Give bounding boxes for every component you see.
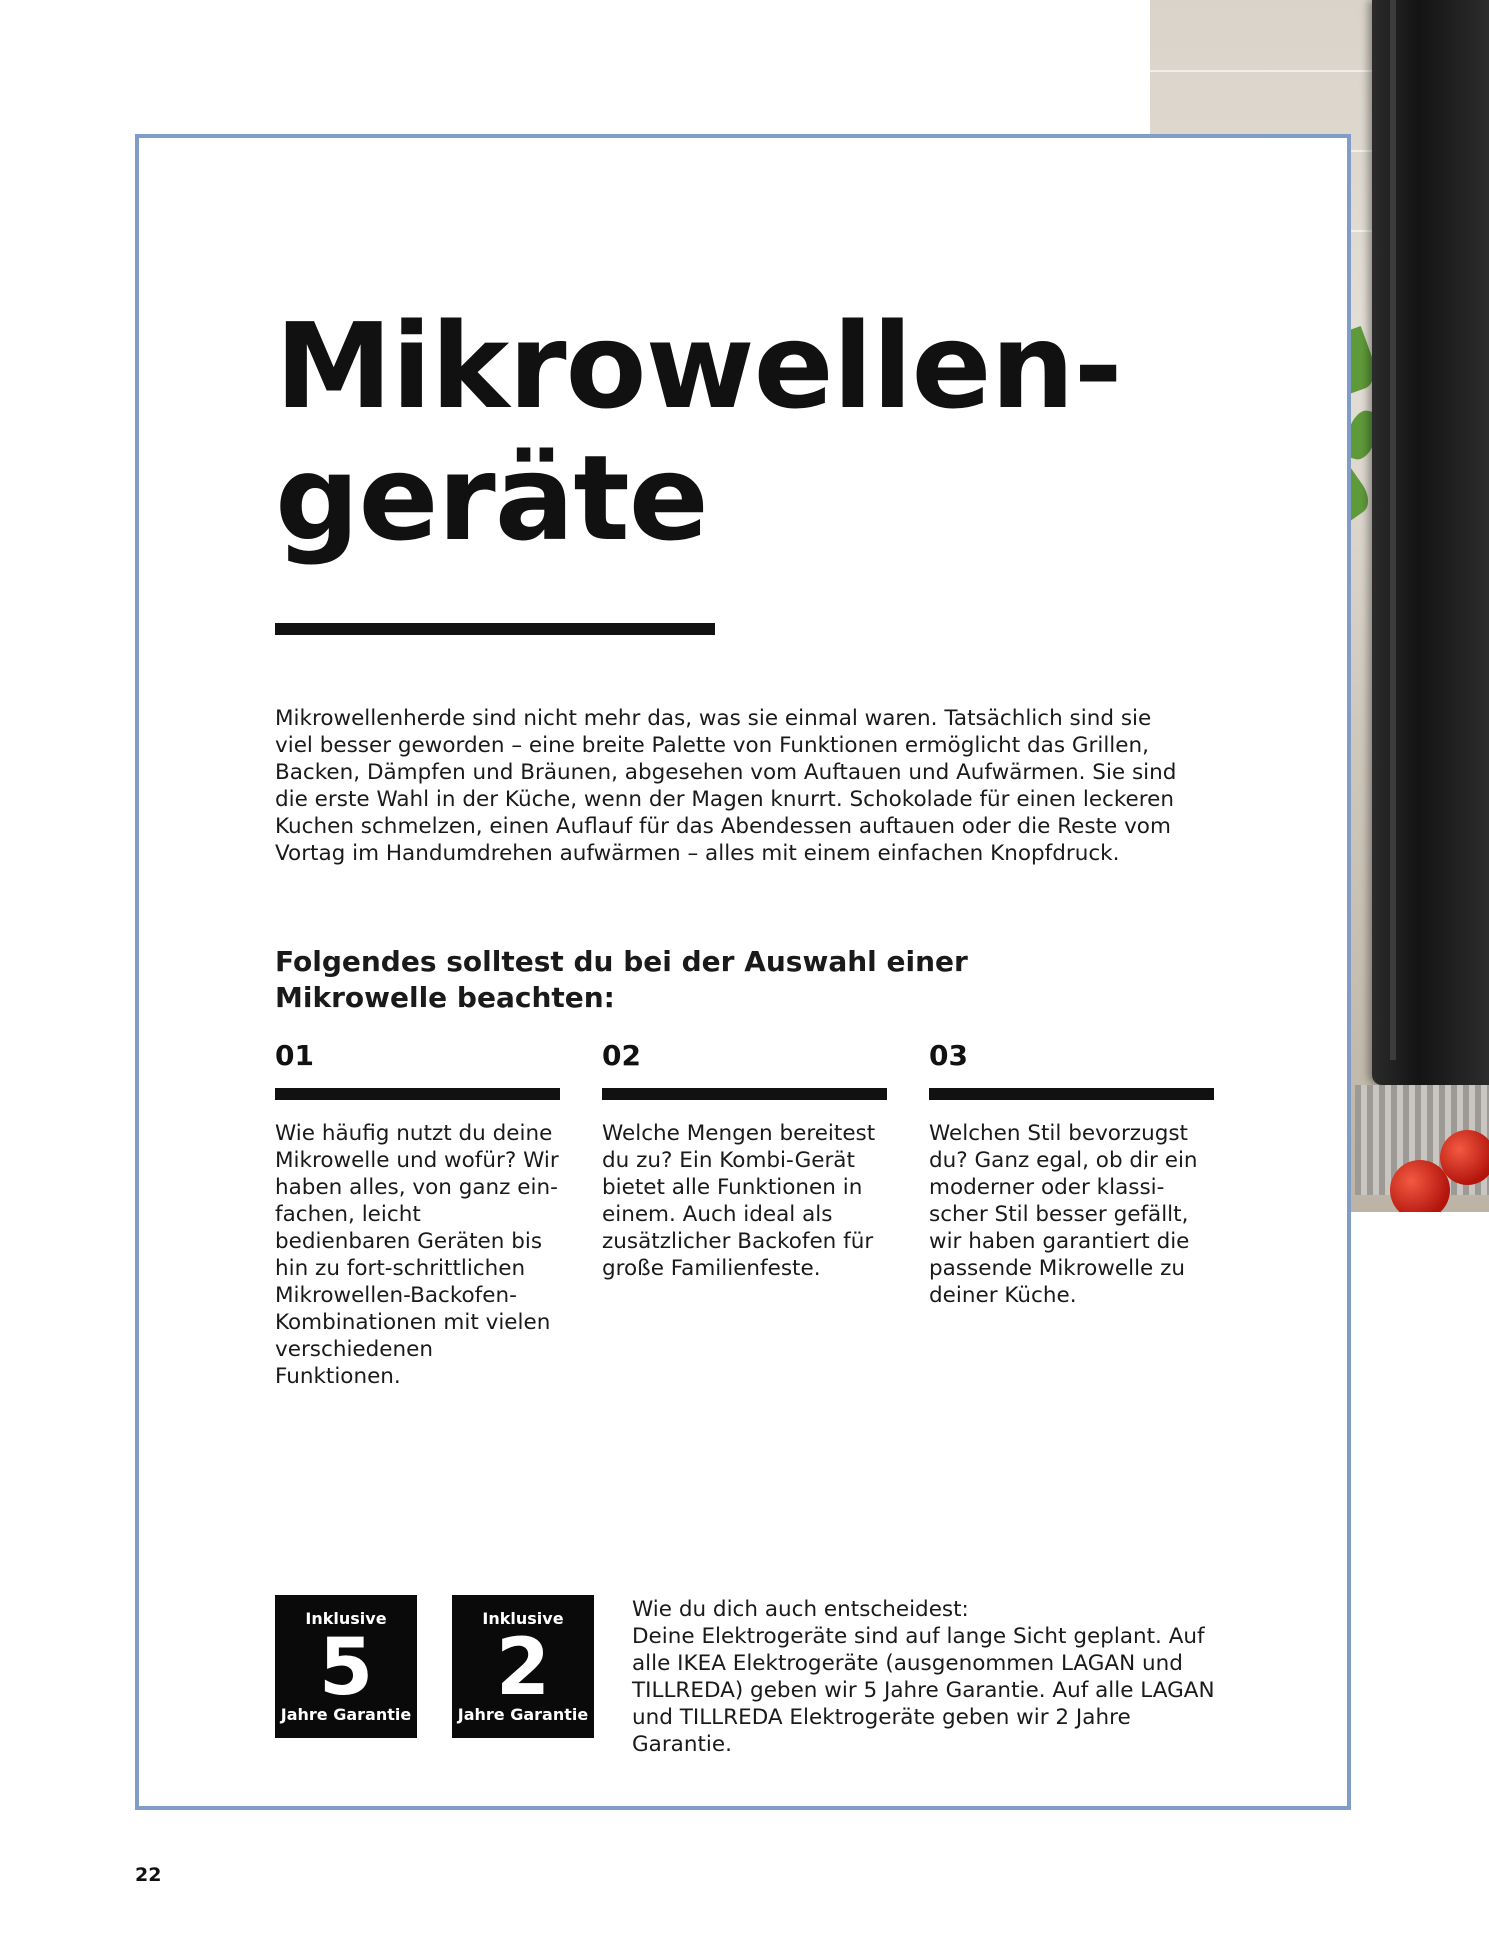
tips-heading: Folgendes solltest du bei der Auswahl einer Mikrowelle beachten:	[275, 945, 968, 1014]
oven-door	[1372, 0, 1489, 1085]
tip-rule	[275, 1088, 560, 1100]
guarantee-text	[632, 1596, 1232, 1758]
tip-column	[929, 1038, 1214, 1309]
page-title	[275, 297, 1122, 567]
title-line: geräte	[275, 429, 708, 567]
badge-bottom-label: Jahre Garantie	[280, 1705, 412, 1724]
warranty-badge-5	[275, 1595, 417, 1738]
badge-years: 2	[495, 1623, 551, 1713]
guarantee-lead: Wie du dich auch entscheidest:	[632, 1597, 969, 1622]
badge-bottom-label: Jahre Garantie	[457, 1705, 589, 1724]
tip-text: Welchen Stil bevorzugst du? Ganz egal, ob dir ein moderner oder klassi-scher Stil besser gefällt, wir haben garantiert die passende Mikrowelle zu deiner Küche.	[929, 1121, 1198, 1308]
tomato	[1390, 1160, 1450, 1212]
guarantee-body: Deine Elektrogeräte sind auf lange Sicht geplant. Auf alle IKEA Elektrogeräte (ausgenommen LAGAN und TILLREDA) geben wir 5 Jahre Garantie. Auf alle LAGAN und TILLREDA Elektrogeräte geben wir 2 Jahre Garantie.	[632, 1624, 1215, 1757]
tip-column	[275, 1038, 560, 1390]
tip-text: Welche Mengen bereitest du zu? Ein Kombi-Gerät bietet alle Funktionen in einem. Auch ideal als zusätzlicher Backofen für große Familienfeste.	[602, 1121, 876, 1281]
tomato	[1440, 1130, 1489, 1185]
tip-rule	[602, 1088, 887, 1100]
tip-text: Wie häufig nutzt du deine Mikrowelle und wofür? Wir haben alles, von ganz ein-fachen, leicht bedienbaren Geräten bis hin zu fort-schrittlichen Mikrowellen-Backofen-Kombinationen mit vielen verschiedenen Funktionen.	[275, 1121, 559, 1389]
intro-paragraph: Mikrowellenherde sind nicht mehr das, was sie einmal waren. Tatsächlich sind sie viel besser geworden – eine breite Palette von Funktionen ermöglicht das Grillen, Backen, Dämpfen und Bräunen, abgesehen vom Auftauen und Aufwärmen. Sie sind die erste Wahl in der Küche, wenn der Magen knurrt. Schokolade für einen leckeren Kuchen schmelzen, einen Auflauf für das Abendessen auftauen oder die Reste vom Vortag im Handumdrehen aufwärmen – alles mit einem einfachen Knopfdruck.	[275, 706, 1177, 866]
tip-column	[602, 1038, 887, 1282]
badge-top-label: Inklusive	[305, 1609, 387, 1628]
tip-number: 02	[602, 1039, 641, 1072]
badge-top-label: Inklusive	[482, 1609, 564, 1628]
tip-number: 03	[929, 1039, 968, 1072]
badge-years: 5	[318, 1623, 374, 1713]
title-underline	[275, 623, 715, 635]
warranty-badge-2	[452, 1595, 594, 1738]
page-number: 22	[135, 1864, 162, 1886]
title-line: Mikrowellen-	[275, 297, 1122, 435]
tip-rule	[929, 1088, 1214, 1100]
tip-number: 01	[275, 1039, 314, 1072]
